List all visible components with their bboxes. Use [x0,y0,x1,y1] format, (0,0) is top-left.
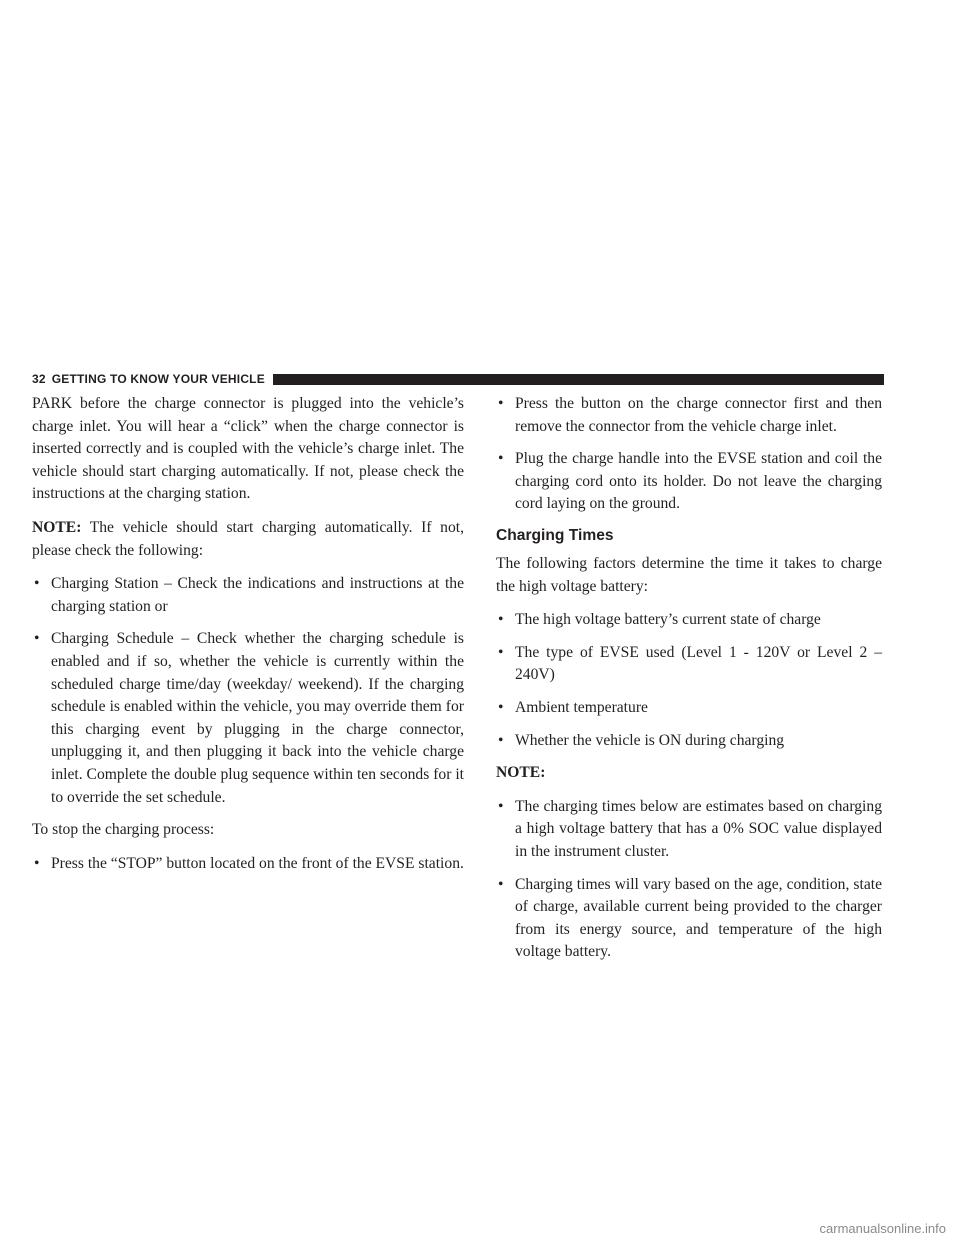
note-paragraph [32,517,464,562]
factors-list [496,609,882,752]
section-title: GETTING TO KNOW YOUR VEHICLE [51,372,265,386]
list-item: • Charging Schedule – Check whether the charging schedule is enabled and if so, whether the vehicle is currently within the scheduled charge time/day (weekday/ weekend). If the charging schedule is enabled within the vehicle, you may override them for this charging event by plugging in the charge connector, unplugging it, and then plugging it back into the vehicle charge inlet. Complete the double plug sequence within ten seconds for it to override the set schedule. [34,630,464,806]
note-label: NOTE: [32,518,82,536]
list-item: • Ambient temperature [496,697,882,720]
bullet-icon: • [498,611,504,629]
stop-list-continued [496,393,882,516]
bullet-icon: • [498,450,504,468]
list-item: • Press the button on the charge connector first and then remove the connector from the vehicle charge inlet. [498,395,882,435]
watermark-link[interactable]: carmanualsonline.info [819,1221,946,1236]
left-column [32,393,464,885]
stop-list [32,853,464,876]
list-item: • The type of EVSE used (Level 1 - 120V or Level 2 – 240V) [498,643,882,684]
note-text: The vehicle should start charging automatically. If not, please check the following: [32,518,464,559]
list-item: • The charging times below are estimates based on charging a high voltage battery that has a 0% SOC value displayed in the instrument cluster. [498,797,882,860]
check-list [32,573,464,809]
bullet-icon: • [498,395,504,412]
bullet-icon: • [34,854,40,872]
page-header [32,371,884,387]
bullet-icon: • [34,575,40,593]
note-label-right: NOTE: [496,764,546,782]
header-rule [273,374,884,385]
bullet-icon: • [498,643,504,661]
right-column [496,393,882,974]
list-item: • Charging times will vary based on the age, condition, state of charge, available current being provided to the charger from its energy source, and temperature of the high voltage battery. [498,875,882,961]
charging-times-heading: Charging Times [496,526,614,544]
bullet-icon: • [498,797,504,815]
bullet-icon: • [498,731,504,749]
list-item: • Plug the charge handle into the EVSE station and coil the charging cord onto its holder. Do not leave the charging cord laying on the ground. [498,450,882,513]
bullet-icon: • [34,630,40,648]
list-item: • Charging Station – Check the indications and instructions at the charging station or [34,575,464,615]
bullet-icon: • [498,698,504,716]
list-item: • Whether the vehicle is ON during charging [496,730,882,753]
page-number: 32 [32,372,46,386]
intro-paragraph: PARK before the charge connector is plugged into the vehicle’s charge inlet. You will hear a “click” when the charge connector is inserted correctly and is coupled with the vehicle’s charge inlet. The vehicle should start charging automatically. If not, please check the instructions at the charging station. [32,395,464,503]
notes-list [496,796,882,964]
stop-intro: To stop the charging process: [32,821,215,839]
bullet-icon: • [498,875,504,893]
list-item: • The high voltage battery’s current state of charge [496,609,882,632]
list-item: • Press the “STOP” button located on the front of the EVSE station. [32,853,464,876]
factors-intro: The following factors determine the time it takes to charge the high voltage battery: [496,554,882,595]
